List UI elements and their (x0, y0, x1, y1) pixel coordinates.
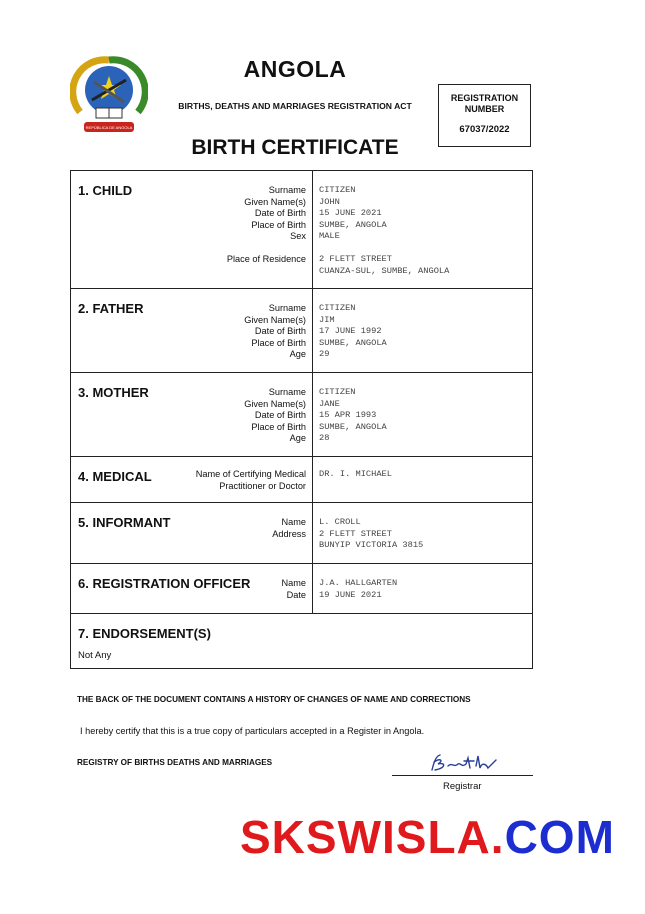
document-title: BIRTH CERTIFICATE (191, 136, 399, 159)
section-informant (71, 503, 532, 564)
registry-name: REGISTRY OF BIRTHS DEATHS AND MARRIAGES (77, 758, 273, 767)
section-medical (71, 457, 532, 503)
signature-line (392, 775, 533, 776)
field-labels: Name of Certifying Medical Practitioner or Doctor (195, 469, 306, 491)
section-title: 4. MEDICAL (78, 469, 152, 484)
svg-text:REPÚBLICA DE ANGOLA: REPÚBLICA DE ANGOLA (85, 125, 133, 130)
field-labels: Name Date (281, 578, 306, 600)
registration-act-title: BIRTHS, DEATHS AND MARRIAGES REGISTRATION ACT (178, 101, 412, 111)
field-labels: Surname Given Name(s) Date of Birth Place of Birth Age (244, 387, 306, 444)
field-labels: Surname Given Name(s) Date of Birth Place of Birth Age (244, 303, 306, 360)
registration-number-box (438, 84, 531, 147)
section-registration-officer (71, 564, 532, 614)
section-title: 3. MOTHER (78, 385, 149, 400)
registrar-label: Registrar (443, 781, 482, 792)
country-title: ANGOLA (243, 56, 347, 82)
watermark: SKSWISLA.COM (240, 811, 615, 863)
field-values: J.A. HALLGARTEN 19 JUNE 2021 (319, 578, 398, 600)
section-father (71, 289, 532, 373)
field-values: DR. I. MICHAEL (319, 469, 392, 479)
field-values: CITIZEN JOHN 15 JUNE 2021 SUMBE, ANGOLA MALE 2 FLETT STREET CUANZA-SUL, SUMBE, ANGOLA (319, 185, 450, 276)
section-title: 7. ENDORSEMENT(S) (78, 626, 211, 641)
registration-label: REGISTRATION NUMBER (450, 93, 519, 114)
field-values: CITIZEN JANE 15 APR 1993 SUMBE, ANGOLA 28 (319, 387, 387, 444)
section-title: 5. INFORMANT (78, 515, 171, 530)
certification-statement: I hereby certify that this is a true copy of particulars accepted in a Register in Angola. (80, 726, 425, 736)
registrar-signature (426, 752, 501, 781)
registration-number: 67037/2022 (459, 124, 510, 135)
section-mother (71, 373, 532, 457)
section-title: 6. REGISTRATION OFFICER (78, 576, 251, 591)
section-title: 2. FATHER (78, 301, 144, 316)
back-of-document-note: THE BACK OF THE DOCUMENT CONTAINS A HISTORY OF CHANGES OF NAME AND CORRECTIONS (77, 695, 471, 704)
field-labels: Surname Given Name(s) Date of Birth Place of Birth Sex Place of Residence (226, 185, 306, 264)
field-labels: Name Address (272, 517, 306, 539)
field-values: CITIZEN JIM 17 JUNE 1992 SUMBE, ANGOLA 29 (319, 303, 387, 360)
angola-coat-of-arms-emblem (70, 52, 148, 140)
section-child (71, 171, 532, 289)
section-endorsement (71, 614, 532, 668)
section-title: 1. CHILD (78, 183, 133, 198)
field-values: L. CROLL 2 FLETT STREET BUNYIP VICTORIA 3815 (319, 517, 424, 551)
endorsement-text: Not Any (78, 650, 112, 661)
certificate-table (70, 170, 533, 669)
